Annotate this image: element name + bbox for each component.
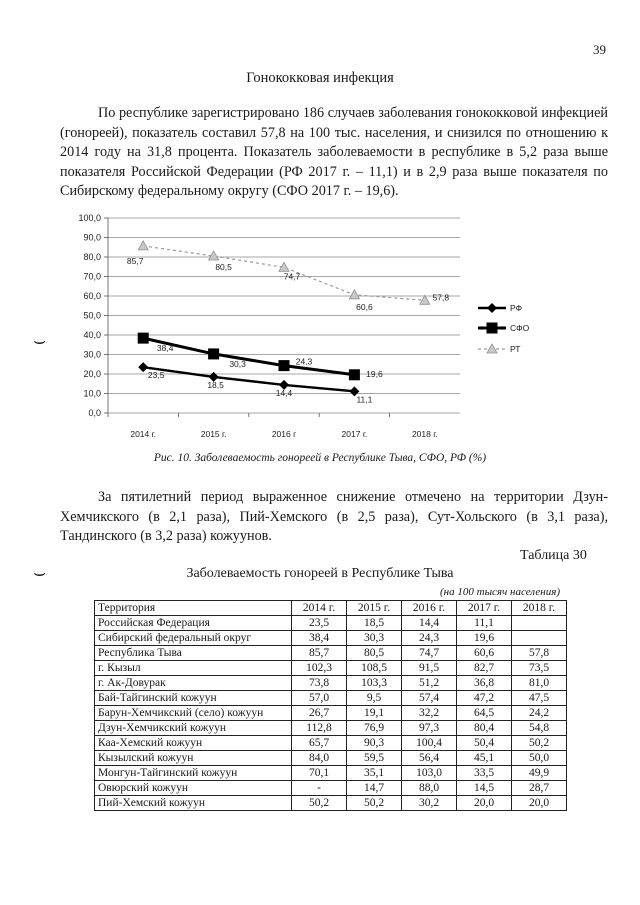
paragraph-summary: За пятилетний период выраженное снижение отмечено на территории Дзун-Хемчикского (в 2,1 раза), Пий-Хемского (в 2,5 раза), Сут-Хольского (в 3,1 раза), Тандинского (в 3,2 раза) кожуунов.	[60, 489, 608, 544]
table-row	[95, 751, 567, 766]
sfo-point-marker	[279, 360, 290, 371]
data-label: 74,7	[283, 271, 301, 282]
data-label: 57,8	[432, 292, 450, 303]
value-cell: 82,7	[457, 661, 512, 676]
value-cell: 97,3	[402, 721, 457, 736]
chart-axis-labels	[78, 213, 437, 439]
value-cell: 14,7	[347, 781, 402, 796]
data-label: 85,7	[126, 255, 144, 266]
value-cell: 50,2	[292, 796, 347, 811]
value-cell: 47,2	[457, 691, 512, 706]
sfo-point-marker	[208, 348, 219, 359]
value-cell: 64,5	[457, 706, 512, 721]
value-cell: 24,2	[512, 706, 567, 721]
value-cell	[512, 616, 567, 631]
value-cell: 51,2	[402, 676, 457, 691]
y-tick-label: 10,0	[83, 388, 101, 399]
rt-point-marker	[138, 241, 148, 250]
value-cell: 90,3	[347, 736, 402, 751]
rf-point-marker	[487, 303, 497, 313]
series-line-sfo	[143, 338, 354, 375]
table-row	[95, 766, 567, 781]
table-unit: (на 100 тысяч населения)	[440, 586, 560, 598]
x-tick-label: 2017 г.	[341, 429, 368, 439]
value-cell	[512, 631, 567, 646]
territory-cell: Кызылский кожуун	[95, 751, 292, 766]
value-cell: 18,5	[347, 616, 402, 631]
incidence-table	[94, 600, 567, 811]
rf-point-marker	[138, 362, 148, 372]
value-cell: 91,5	[402, 661, 457, 676]
table-title: Заболеваемость гонореей в Республике Тыва	[186, 566, 454, 581]
y-tick-label: 60,0	[83, 291, 101, 301]
table-header-cell: 2016 г.	[402, 601, 457, 616]
table-row	[95, 616, 567, 631]
table-header-cell: 2015 г.	[347, 601, 402, 616]
value-cell: 81,0	[512, 676, 567, 691]
value-cell: 33,5	[457, 766, 512, 781]
table-row	[95, 691, 567, 706]
territory-cell: Российская Федерация	[95, 616, 292, 631]
table-row	[95, 796, 567, 811]
territory-cell: г. Кызыл	[95, 661, 292, 676]
value-cell: 57,8	[512, 646, 567, 661]
value-cell: 65,7	[292, 736, 347, 751]
legend-label: СФО	[510, 323, 530, 333]
table-header-cell: 2018 г.	[512, 601, 567, 616]
value-cell: 50,4	[457, 736, 512, 751]
value-cell: 24,3	[402, 631, 457, 646]
table-row	[95, 721, 567, 736]
value-cell: 28,7	[512, 781, 567, 796]
value-cell: 30,3	[347, 631, 402, 646]
table-row	[95, 676, 567, 691]
chart-series	[138, 241, 430, 396]
value-cell: 35,1	[347, 766, 402, 781]
territory-cell: Каа-Хемский кожуун	[95, 736, 292, 751]
sfo-point-marker	[349, 369, 360, 380]
territory-cell: Республика Тыва	[95, 646, 292, 661]
value-cell: 30,2	[402, 796, 457, 811]
chart-legend	[478, 303, 530, 354]
value-cell: 36,8	[457, 676, 512, 691]
data-label: 80,5	[215, 262, 232, 273]
y-tick-label: 80,0	[83, 252, 101, 262]
value-cell: 23,5	[292, 616, 347, 631]
value-cell: 57,4	[402, 691, 457, 706]
territory-cell: Пий-Хемский кожуун	[95, 796, 292, 811]
sfo-point-marker	[487, 323, 498, 334]
value-cell: 50,0	[512, 751, 567, 766]
value-cell: 26,7	[292, 706, 347, 721]
value-cell: 76,9	[347, 721, 402, 736]
value-cell: 38,4	[292, 631, 347, 646]
value-cell: 50,2	[347, 796, 402, 811]
legend-label: РФ	[510, 303, 523, 313]
value-cell: 73,8	[292, 676, 347, 691]
value-cell: 88,0	[402, 781, 457, 796]
figure-caption: Рис. 10. Заболеваемость гонореей в Республике Тыва, СФО, РФ (%)	[153, 452, 487, 464]
value-cell: 80,4	[457, 721, 512, 736]
value-cell: 112,8	[292, 721, 347, 736]
table-header-cell: Территория	[95, 601, 292, 616]
table-row	[95, 631, 567, 646]
data-label: 14,4	[275, 387, 293, 398]
value-cell: 56,4	[402, 751, 457, 766]
margin-tick-mark: ⌣	[33, 330, 47, 352]
value-cell: 32,2	[402, 706, 457, 721]
y-tick-label: 70,0	[83, 271, 101, 282]
rt-point-marker	[487, 344, 497, 353]
y-tick-label: 50,0	[83, 310, 101, 321]
value-cell: 14,4	[402, 616, 457, 631]
value-cell: 47,5	[512, 691, 567, 706]
table-body	[95, 616, 567, 811]
value-cell: 70,1	[292, 766, 347, 781]
data-label: 24,3	[295, 356, 313, 367]
value-cell: 84,0	[292, 751, 347, 766]
territory-cell: Монгун-Тайгинский кожуун	[95, 766, 292, 781]
x-tick-label: 2018 г.	[411, 429, 438, 439]
table-row	[95, 661, 567, 676]
value-cell: 19,1	[347, 706, 402, 721]
value-cell: 59,5	[347, 751, 402, 766]
rt-point-marker	[420, 295, 430, 304]
paragraph-intro: По республике зарегистрировано 186 случаев заболевания гонококковой инфекцией (гонореей), показатель составил 57,8 на 100 тыс. населения, и снизился по отношению к 2014 году на 31,8 процента. Показатель заболеваемости в республике в 5,2 раза выше показателя Российской Федерации (РФ 2017 г. – 11,1) и в 2,9 раза выше показателя по Сибирскому федеральному округу (СФО 2017 г. – 19,6).	[60, 105, 608, 199]
value-cell: 20,0	[512, 796, 567, 811]
value-cell: 45,1	[457, 751, 512, 766]
value-cell: 60,6	[457, 646, 512, 661]
value-cell: 103,3	[347, 676, 402, 691]
value-cell: 50,2	[512, 736, 567, 751]
value-cell: 73,5	[512, 661, 567, 676]
territory-cell: Овюрский кожуун	[95, 781, 292, 796]
table-row	[95, 781, 567, 796]
value-cell: 57,0	[292, 691, 347, 706]
y-tick-label: 90,0	[83, 232, 101, 243]
territory-cell: г. Ак-Довурак	[95, 676, 292, 691]
value-cell: 74,7	[402, 646, 457, 661]
chart-data-labels	[127, 256, 449, 404]
table-header-cell: 2014 г.	[292, 601, 347, 616]
rt-point-marker	[349, 290, 359, 299]
data-label: 60,6	[356, 301, 373, 312]
section-title: Гонококковая инфекция	[246, 70, 394, 86]
y-tick-label: 30,0	[83, 349, 101, 360]
value-cell: 14,5	[457, 781, 512, 796]
y-tick-label: 100,0	[78, 213, 101, 223]
legend-label: РТ	[510, 344, 521, 354]
territory-cell: Бай-Тайгинский кожуун	[95, 691, 292, 706]
data-label: 38,4	[156, 343, 174, 354]
territory-cell: Дзун-Хемчикский кожуун	[95, 721, 292, 736]
value-cell: 100,4	[402, 736, 457, 751]
value-cell: 9,5	[347, 691, 402, 706]
value-cell: 49,9	[512, 766, 567, 781]
value-cell: 19,6	[457, 631, 512, 646]
gonorrhea-incidence-line-chart	[60, 208, 580, 448]
table-row	[95, 646, 567, 661]
table-number: Таблица 30	[520, 548, 587, 563]
x-tick-label: 2016 г	[271, 429, 297, 439]
x-tick-label: 2015 г.	[200, 429, 227, 439]
value-cell: 11,1	[457, 616, 512, 631]
value-cell: 20,0	[457, 796, 512, 811]
table-row	[95, 706, 567, 721]
value-cell: 103,0	[402, 766, 457, 781]
data-label: 11,1	[356, 394, 373, 405]
sfo-point-marker	[138, 333, 149, 344]
value-cell: 108,5	[347, 661, 402, 676]
territory-cell: Сибирский федеральный округ	[95, 631, 292, 646]
data-label: 23,5	[147, 370, 165, 381]
value-cell: -	[292, 781, 347, 796]
table-header-row	[95, 601, 567, 616]
y-tick-label: 0,0	[88, 408, 101, 418]
page-number: 39	[593, 42, 606, 57]
x-tick-label: 2014 г.	[130, 429, 157, 439]
table-row	[95, 736, 567, 751]
value-cell: 80,5	[347, 646, 402, 661]
data-label: 30,3	[229, 358, 246, 369]
y-tick-label: 20,0	[83, 369, 101, 379]
value-cell: 85,7	[292, 646, 347, 661]
data-label: 18,5	[207, 379, 224, 390]
value-cell: 54,8	[512, 721, 567, 736]
data-label: 19,6	[366, 368, 383, 379]
territory-cell: Барун-Хемчикский (село) кожуун	[95, 706, 292, 721]
table-header-cell: 2017 г.	[457, 601, 512, 616]
y-tick-label: 40,0	[83, 330, 101, 340]
margin-tick-mark: ⌣	[33, 562, 47, 584]
value-cell: 102,3	[292, 661, 347, 676]
